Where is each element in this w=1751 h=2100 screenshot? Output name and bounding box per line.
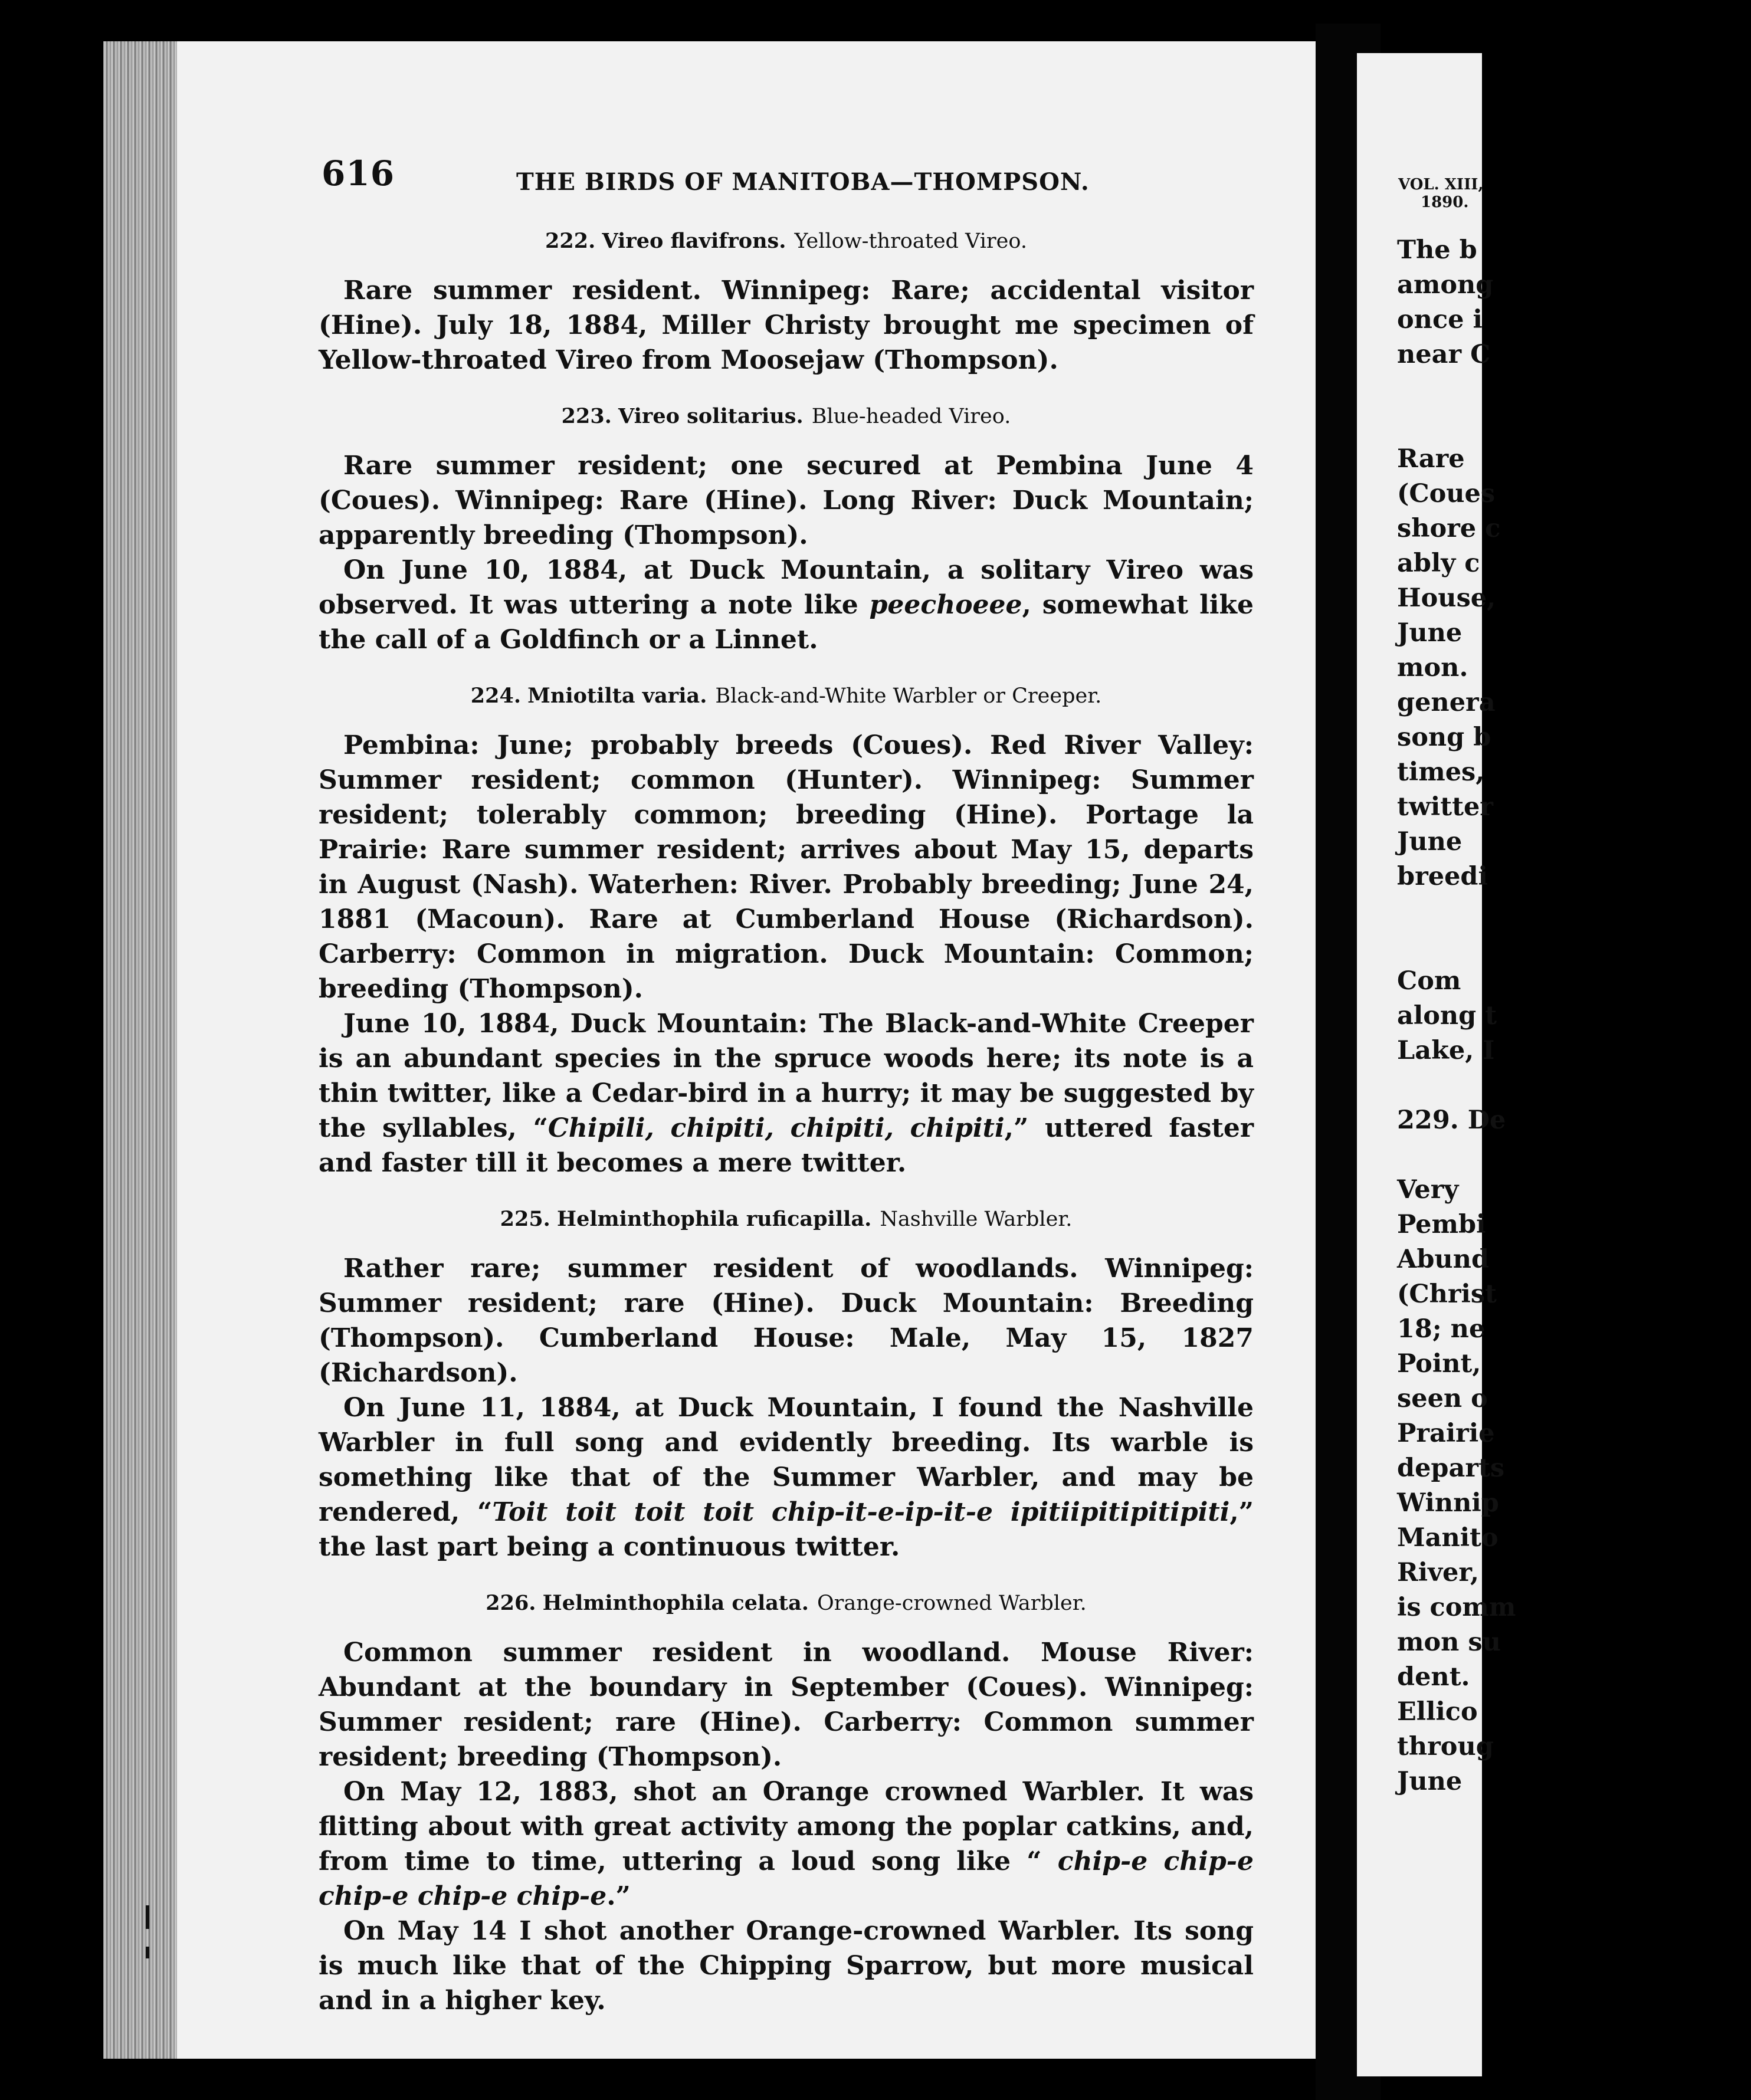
scientific-name: Helminthophila celata. (542, 1591, 809, 1615)
page-edge (103, 41, 177, 2059)
species-entry (319, 227, 1254, 378)
right-page-line: shore c (1397, 514, 1501, 543)
right-page-line: once i (1397, 305, 1483, 334)
common-name: Yellow-throated Vireo. (794, 229, 1027, 253)
species-heading (319, 402, 1254, 431)
right-page-line: ably c (1397, 549, 1480, 578)
scientific-name: Helminthophila ruficapilla. (557, 1207, 872, 1231)
right-page-line (1397, 372, 1751, 407)
right-page-line: Lake, I (1397, 1036, 1495, 1065)
page-number: 616 (322, 153, 395, 193)
common-name: Nashville Warbler. (880, 1208, 1073, 1231)
right-page-line (1397, 1138, 1751, 1173)
right-page-text-fragment (1397, 233, 1751, 1799)
right-page-line: The b (1397, 235, 1477, 265)
right-page-line: Winnip (1397, 1488, 1499, 1518)
running-head: THE BIRDS OF MANITOBA—THOMPSON. (516, 168, 1090, 196)
right-page-line: Abund (1397, 1245, 1490, 1274)
entry-paragraph: Rare summer resident; one secured at Pembina June 4 (Coues). Winnipeg: Rare (Hine). Long River: Duck Mountain; apparently breeding (Thompson). (319, 451, 1254, 550)
right-page-line: Point, (1397, 1349, 1481, 1379)
right-page-line: dent. (1397, 1662, 1470, 1692)
common-name: Black-and-White Warbler or Creeper. (715, 684, 1102, 708)
main-text-column (319, 227, 1254, 2018)
right-page-line: River, (1397, 1558, 1479, 1587)
right-page-line: mon su (1397, 1628, 1501, 1657)
species-heading (319, 227, 1254, 255)
entry-paragraph: June 10, 1884, Duck Mountain: The Black-and-White Creeper is an abundant species in the spruce woods here; its note is a thin twitter, like a Cedar-bird in a hurry; it may be suggested by the syllables, “Chipili, chipiti, chipiti, chipiti,” uttered faster and faster till it becomes a mere twitter. (319, 1009, 1254, 1178)
right-page-line: times, (1397, 757, 1485, 787)
scientific-name: Vireo solitarius. (618, 404, 804, 428)
right-page-line: June (1397, 618, 1463, 648)
right-page-line (1397, 407, 1751, 442)
right-page-line: (Coues (1397, 479, 1496, 508)
species-heading (319, 1589, 1254, 1617)
entry-spacer (319, 1564, 1254, 1589)
common-name: Blue-headed Vireo. (811, 405, 1011, 428)
right-page-line: Pembi (1397, 1210, 1486, 1239)
entry-spacer (319, 378, 1254, 402)
right-page-line: seen o (1397, 1384, 1488, 1413)
right-page-line: 229. De (1397, 1105, 1506, 1135)
common-name: Orange-crowned Warbler. (817, 1592, 1087, 1615)
entry-paragraph: Common summer resident in woodland. Mouse River: Abundant at the boundary in September (Coues). Winnipeg: Summer resident; rare (Hine). Carberry: Common summer resident; breeding (Thompson). (319, 1638, 1254, 1772)
right-page-line: song b (1397, 723, 1491, 752)
margin-mark (146, 1905, 149, 1929)
scientific-name: Vireo flavifrons. (602, 229, 786, 253)
entry-spacer (319, 1180, 1254, 1205)
scientific-name: Mniotilta varia. (527, 684, 707, 708)
species-heading (319, 682, 1254, 710)
right-page-line (1397, 894, 1751, 929)
right-page-line: throug (1397, 1732, 1494, 1761)
right-page-line: Prairie (1397, 1419, 1495, 1448)
right-page-line: is comm (1397, 1593, 1516, 1622)
right-page-line: Ellico (1397, 1697, 1478, 1727)
right-page-line: along t (1397, 1001, 1497, 1031)
species-number: 226. (486, 1591, 536, 1615)
right-page-line: mon. (1397, 653, 1468, 682)
entry-paragraph: On June 11, 1884, at Duck Mountain, I found the Nashville Warbler in full song and evidently breeding. Its warble is something like that of the Summer Warbler, and may be rendered, “Toit toit toit toit chip-it-e-ip-it-e ipitiipitipitipiti,” the last part being a continuous twitter. (319, 1393, 1254, 1562)
entry-spacer (319, 657, 1254, 682)
entry-paragraph: On May 14 I shot another Orange-crowned Warbler. Its song is much like that of the Chipping Sparrow, but more musical and in a higher key. (319, 1916, 1254, 2016)
right-page-line: among (1397, 270, 1494, 300)
right-page-line: Rare (1397, 444, 1465, 474)
right-page-line: near C (1397, 340, 1491, 369)
right-page-line: June (1397, 827, 1463, 857)
right-page-line: departs (1397, 1453, 1505, 1483)
entry-paragraph: Rare summer resident. Winnipeg: Rare; accidental visitor (Hine). July 18, 1884, Miller Christy brought me specimen of Yellow-throated Vireo from Moosejaw (Thompson). (319, 275, 1254, 375)
species-number: 224. (470, 684, 522, 708)
right-page-line: Very (1397, 1175, 1459, 1205)
right-page-line: June (1397, 1767, 1463, 1796)
right-page-line (1397, 929, 1751, 964)
right-page-year: 1890. (1421, 193, 1469, 211)
right-page-header (1398, 176, 1483, 211)
right-page-line: Manito (1397, 1523, 1498, 1553)
species-number: 223. (561, 404, 612, 428)
entry-paragraph: Pembina: June; probably breeds (Coues). Red River Valley: Summer resident; common (Hunter). Winnipeg: Summer resident; tolerably common; breeding (Hine). Portage la Prairie: Rare summer resident; arrives about May 15, departs in August (Nash). Waterhen: River. Probably breeding; June 24, 1881 (Macoun). Rare at Cumberland House (Richardson). Carberry: Common in migration. Duck Mountain: Common; breeding (Thompson). (319, 730, 1254, 1004)
species-number: 225. (500, 1207, 550, 1231)
species-heading (319, 1205, 1254, 1233)
species-entry (319, 1589, 1254, 2018)
species-entry (319, 1205, 1254, 1564)
species-number: 222. (545, 229, 596, 253)
species-entry (319, 682, 1254, 1180)
right-page-line: Com (1397, 966, 1461, 996)
right-page-line: (Christ (1397, 1279, 1497, 1309)
margin-mark (146, 1947, 149, 1958)
entry-paragraph: On May 12, 1883, shot an Orange crowned Warbler. It was flitting about with great activity among the poplar catkins, and, from time to time, uttering a loud song like “ chip-e chip-e chip-e chip-e chip-e.” (319, 1777, 1254, 1911)
right-page-line: 18; ne (1397, 1314, 1486, 1344)
right-page-line: twitter (1397, 792, 1493, 822)
entry-paragraph: On June 10, 1884, at Duck Mountain, a solitary Vireo was observed. It was uttering a note like peechoeee, somewhat like the call of a Goldfinch or a Linnet. (319, 555, 1254, 655)
entry-paragraph: Rather rare; summer resident of woodlands. Winnipeg: Summer resident; rare (Hine). Duck Mountain: Breeding (Thompson). Cumberland House: Male, May 15, 1827 (Richardson). (319, 1254, 1254, 1388)
right-page-line: genera (1397, 688, 1496, 717)
right-page-line: House, (1397, 583, 1496, 613)
right-page-line (1397, 1068, 1751, 1103)
right-page-volume: VOL. XIII, (1398, 176, 1484, 193)
species-entry (319, 402, 1254, 657)
right-page-line: breedi (1397, 862, 1488, 891)
